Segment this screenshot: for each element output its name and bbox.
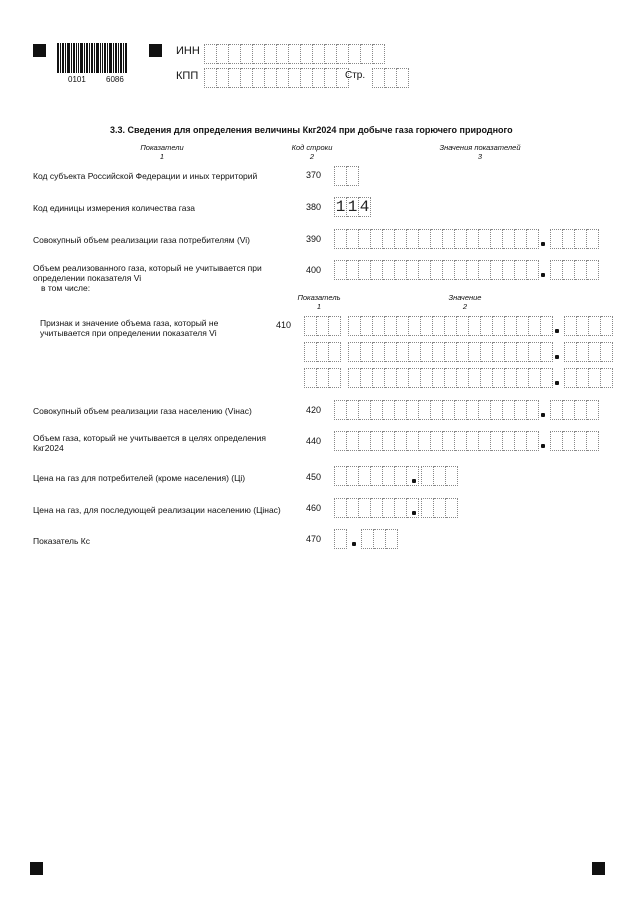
row-440-code: 440 <box>306 436 322 446</box>
row-390-code: 390 <box>306 234 322 244</box>
row-390-label: Совокупный объем реализации газа потребителям (Vi) <box>33 235 251 245</box>
barcode-number-right: 6086 <box>106 75 124 84</box>
row-450-field-frac[interactable] <box>421 466 458 486</box>
page-label: Стр. <box>345 70 366 81</box>
decimal-point <box>555 329 559 333</box>
row-380-digit: 4 <box>359 198 370 216</box>
row-400-sublabel: в том числе: <box>41 283 91 293</box>
row-460-code: 460 <box>306 503 322 513</box>
decimal-point <box>541 273 545 277</box>
col2-header: Код строки 2 <box>291 143 333 161</box>
row-420-field-frac[interactable] <box>550 400 599 420</box>
row-450-field-int[interactable] <box>334 466 419 486</box>
row-470-field-int[interactable] <box>334 529 347 549</box>
row-370-label: Код субъекта Российской Федерации и иных территорий <box>33 171 258 181</box>
row-420-label: Совокупный объем реализации газа населению (Vінас) <box>33 406 252 416</box>
row-460-field-int[interactable] <box>334 498 419 518</box>
row-400-label: Объем реализованного газа, который не учитывается при определении показателя Vi в том числе: <box>33 263 288 293</box>
row-410-value-frac[interactable] <box>564 342 613 362</box>
row-440-label: Объем газа, который не учитывается в целях определения Ккг2024 <box>33 433 266 453</box>
decimal-point <box>412 479 416 483</box>
kpp-label: КПП <box>176 70 199 82</box>
row-420-field-int[interactable] <box>334 400 539 420</box>
row-440-field-int[interactable] <box>334 431 539 451</box>
row-470-field-frac[interactable] <box>361 529 398 549</box>
row-380-digit: 1 <box>347 198 358 216</box>
row-450-label: Цена на газ для потребителей (кроме населения) (Цi) <box>33 473 246 483</box>
row-380-digit: 1 <box>335 198 346 216</box>
corner-marker-top-left <box>33 44 46 57</box>
row-410-sign-field[interactable] <box>304 316 341 336</box>
barcode-number-left: 0101 <box>68 75 86 84</box>
row-410-label: Признак и значение объема газа, который не учитывается при определении показателя Vi <box>40 318 219 338</box>
row-400-field-frac[interactable] <box>550 260 599 280</box>
decimal-point <box>541 444 545 448</box>
kpp-field[interactable] <box>204 68 349 88</box>
corner-marker-bottom-left <box>30 862 43 875</box>
row-410-value-int[interactable] <box>348 342 553 362</box>
row-380-code: 380 <box>306 202 322 212</box>
section-title: 3.3. Сведения для определения величины Ккг2024 при добыче газа горючего природного <box>110 125 513 135</box>
barcode <box>57 43 128 73</box>
inn-label: ИНН <box>176 45 200 57</box>
row-380-label: Код единицы измерения количества газа <box>33 203 195 213</box>
row-470-code: 470 <box>306 534 322 544</box>
row-470-label: Показатель Кс <box>33 536 91 546</box>
inn-field[interactable] <box>204 44 385 64</box>
row-370-code: 370 <box>306 170 322 180</box>
row-410-value-int[interactable] <box>348 316 553 336</box>
row-410-value-int[interactable] <box>348 368 553 388</box>
row-370-field[interactable] <box>334 166 359 186</box>
decimal-point <box>555 355 559 359</box>
row-450-code: 450 <box>306 472 322 482</box>
row-410-sign-field[interactable] <box>304 342 341 362</box>
col3-header: Значения показателей 3 <box>439 143 521 161</box>
row-420-code: 420 <box>306 405 322 415</box>
page-number-field[interactable] <box>372 68 409 88</box>
row-400-field-int[interactable] <box>334 260 539 280</box>
row-410-col1-header: Показатель 1 <box>297 293 341 311</box>
row-400-code: 400 <box>306 265 322 275</box>
col1-header: Показатели 1 <box>140 143 184 161</box>
row-410-value-frac[interactable] <box>564 316 613 336</box>
row-410-value-frac[interactable] <box>564 368 613 388</box>
decimal-point <box>541 413 545 417</box>
row-410-sign-field[interactable] <box>304 368 341 388</box>
row-410-col2-header: Значение 2 <box>448 293 482 311</box>
row-440-field-frac[interactable] <box>550 431 599 451</box>
corner-marker-top-mid <box>149 44 162 57</box>
corner-marker-bottom-right <box>592 862 605 875</box>
row-390-field-int[interactable] <box>334 229 539 249</box>
row-460-field-frac[interactable] <box>421 498 458 518</box>
decimal-point <box>541 242 545 246</box>
row-390-field-frac[interactable] <box>550 229 599 249</box>
row-410-code: 410 <box>276 320 292 330</box>
row-380-field[interactable] <box>334 197 371 217</box>
row-460-label: Цена на газ, для последующей реализации населению (Цінас) <box>33 505 281 515</box>
decimal-point <box>555 381 559 385</box>
decimal-point <box>352 542 356 546</box>
decimal-point <box>412 511 416 515</box>
